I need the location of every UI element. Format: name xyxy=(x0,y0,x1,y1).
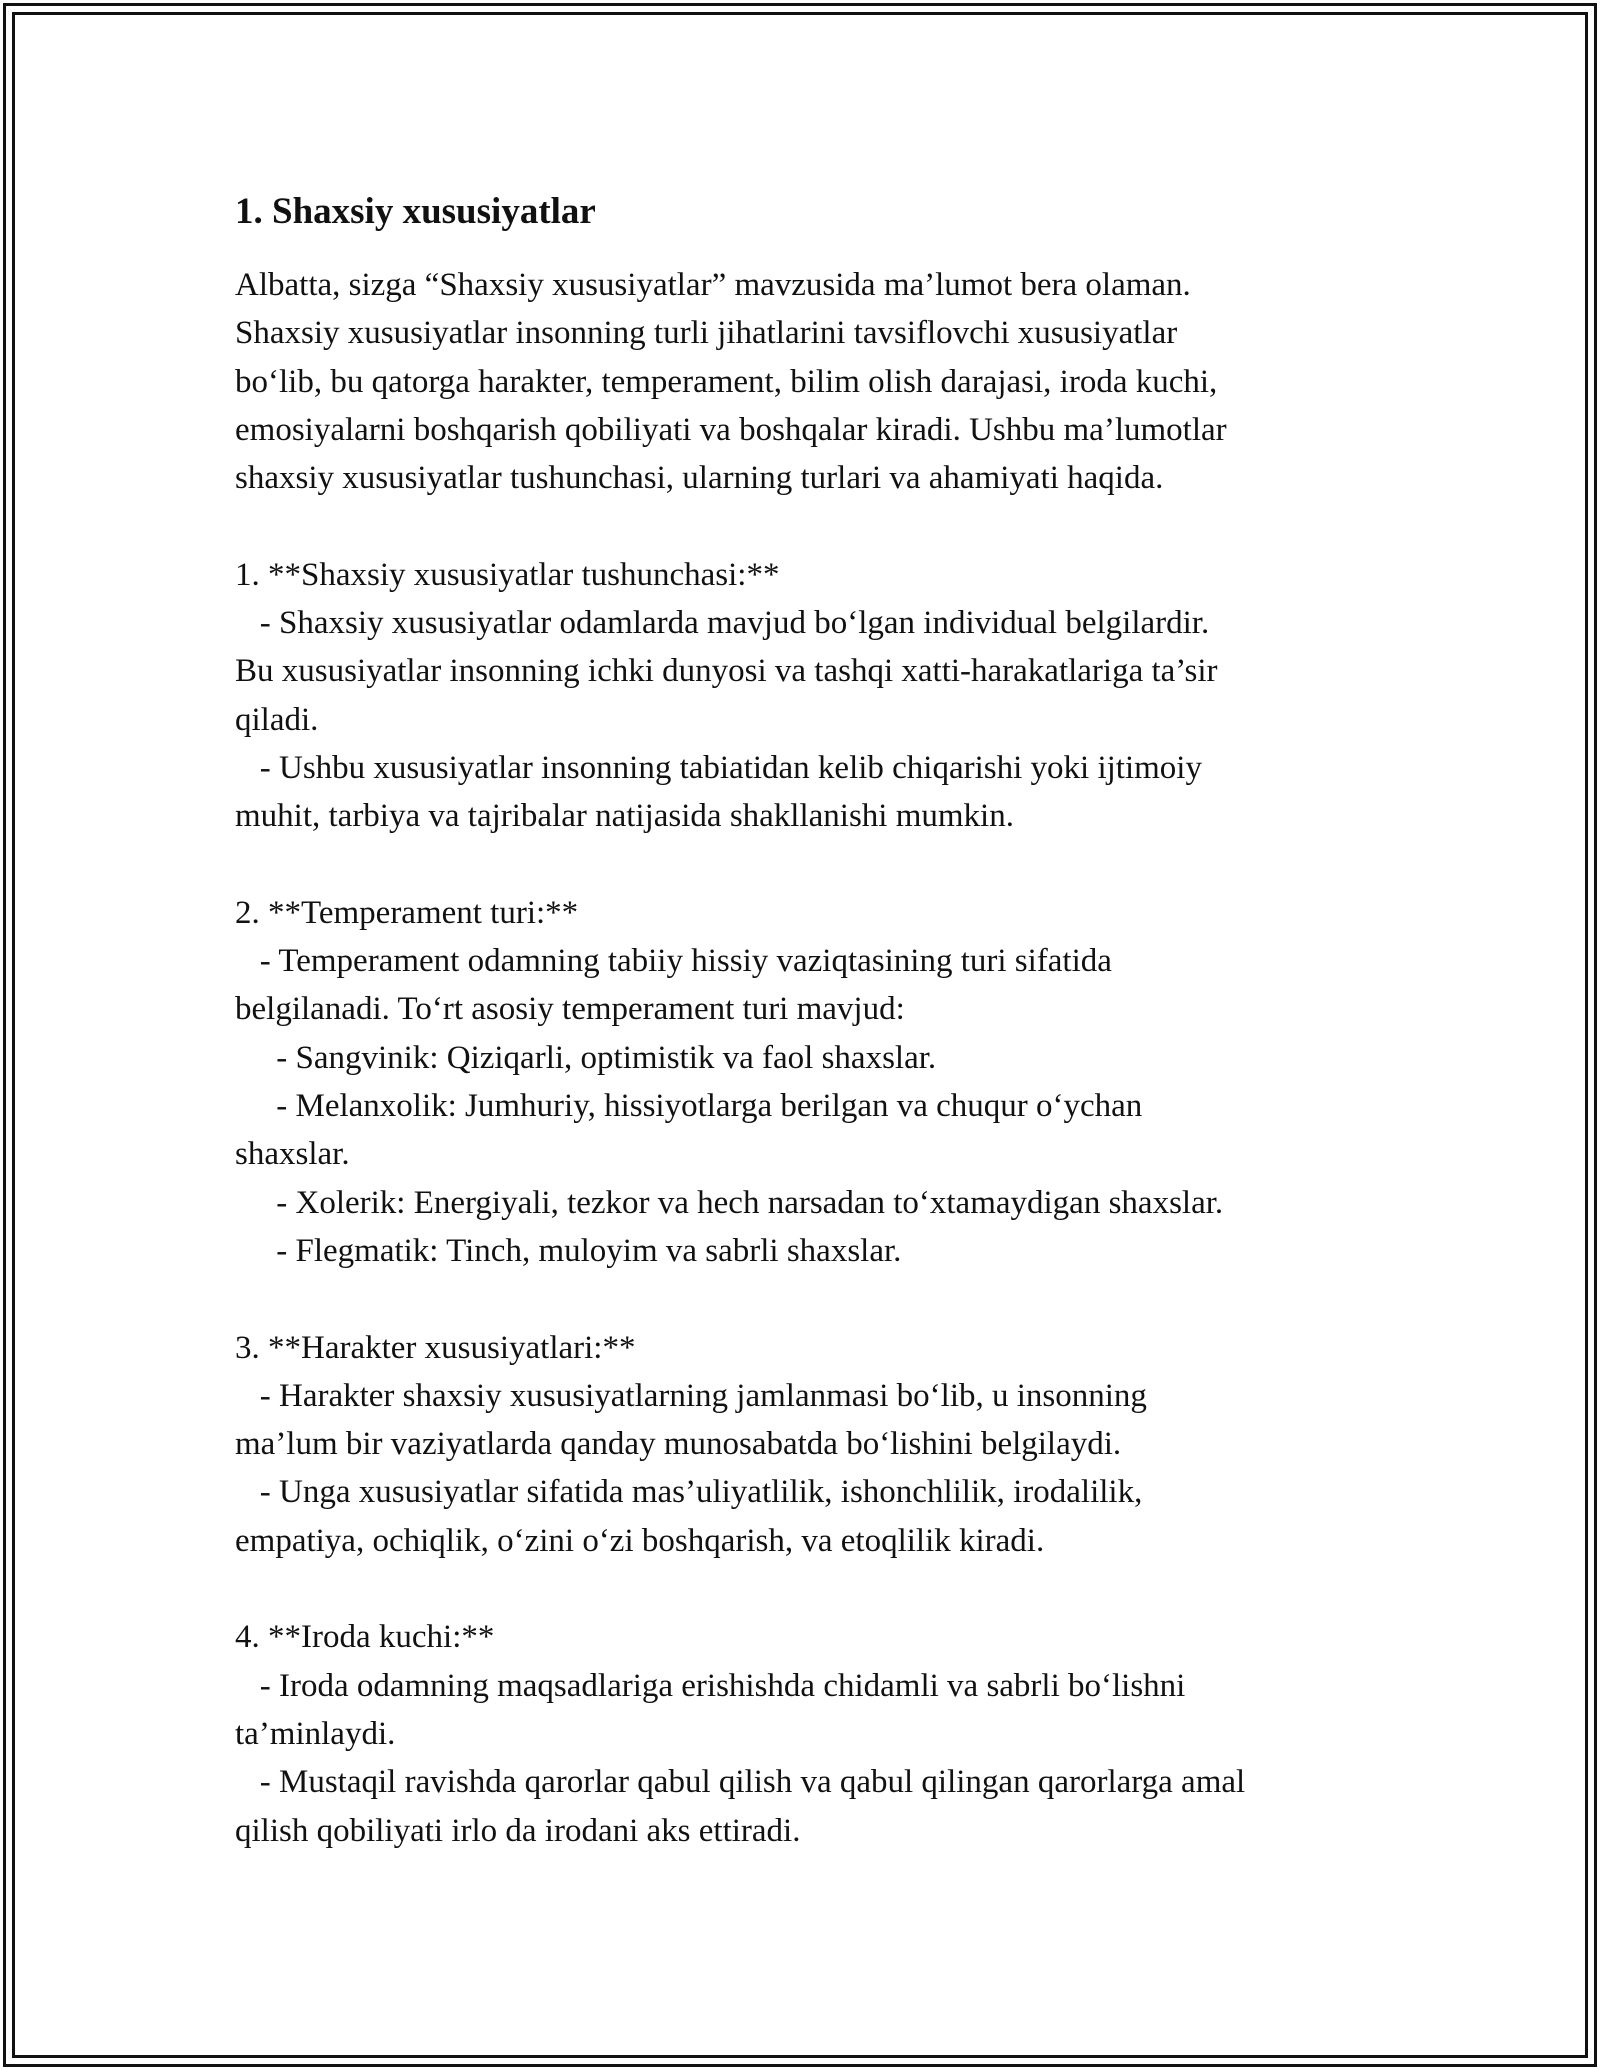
intro-paragraph xyxy=(235,261,1405,502)
text-line: shaxslar. xyxy=(235,1136,350,1173)
document-body xyxy=(235,185,1405,1855)
paragraph-gap xyxy=(235,1275,1405,1323)
section-willpower xyxy=(235,1613,1405,1854)
text-line: Shaxsiy xususiyatlar insonning turli jihatlarini tavsiflovchi xususiyatlar xyxy=(235,315,1178,352)
text-line: - Unga xususiyatlar sifatida mas’uliyatlilik, ishonchlilik, irodalilik, xyxy=(235,1474,1143,1511)
section-character xyxy=(235,1324,1405,1565)
text-line: - Harakter shaxsiy xususiyatlarning jamlanmasi bo‘lib, u insonning xyxy=(235,1377,1147,1414)
paragraph-gap xyxy=(235,841,1405,889)
section-concept xyxy=(235,551,1405,841)
text-line: - Shaxsiy xususiyatlar odamlarda mavjud bo‘lgan individual belgilardir. xyxy=(235,605,1210,642)
text-line: emosiyalarni boshqarish qobiliyati va boshqalar kiradi. Ushbu ma’lumotlar xyxy=(235,411,1227,448)
text-line: ma’lum bir vaziyatlarda qanday munosabatda bo‘lishini belgilaydi. xyxy=(235,1426,1122,1463)
text-line: - Iroda odamning maqsadlariga erishishda chidamli va sabrli bo‘lishni xyxy=(235,1667,1186,1704)
text-line: empatiya, ochiqlik, o‘zini o‘zi boshqarish, va etoqlilik kiradi. xyxy=(235,1522,1045,1559)
text-line: bo‘lib, bu qatorga harakter, temperament, bilim olish darajasi, iroda kuchi, xyxy=(235,363,1218,400)
text-line: - Melanxolik: Jumhuriy, hissiyotlarga berilgan va chuqur o‘ychan xyxy=(235,1088,1143,1125)
text-line: ta’minlaydi. xyxy=(235,1715,396,1752)
text-line: muhit, tarbiya va tajribalar natijasida shakllanishi mumkin. xyxy=(235,798,1014,835)
text-line: Albatta, sizga “Shaxsiy xususiyatlar” mavzusida ma’lumot bera olaman. xyxy=(235,267,1191,303)
text-line: belgilanadi. To‘rt asosiy temperament turi mavjud: xyxy=(235,991,905,1028)
text-line: - Temperament odamning tabiiy hissiy vaziqtasining turi sifatida xyxy=(235,943,1112,980)
text-line: - Ushbu xususiyatlar insonning tabiatidan kelib chiqarishi yoki ijtimoiy xyxy=(235,749,1202,786)
section-heading: 2. **Temperament turi:** xyxy=(235,894,579,931)
text-line: - Mustaqil ravishda qarorlar qabul qilish va qabul qilingan qarorlarga amal xyxy=(235,1764,1246,1801)
text-line: - Xolerik: Energiyali, tezkor va hech narsadan to‘xtamaydigan shaxslar. xyxy=(235,1184,1224,1221)
section-heading: 4. **Iroda kuchi:** xyxy=(235,1619,495,1656)
text-line: - Sangvinik: Qiziqarli, optimistik va faol shaxslar. xyxy=(235,1039,937,1076)
section-temperament xyxy=(235,889,1405,1275)
paragraph-gap xyxy=(235,502,1405,550)
text-line: - Flegmatik: Tinch, muloyim va sabrli shaxslar. xyxy=(235,1232,902,1269)
section-heading: 3. **Harakter xususiyatlari:** xyxy=(235,1329,636,1366)
text-line: qiladi. xyxy=(235,701,319,738)
text-line: qilish qobiliyati irlo da irodani aks ettiradi. xyxy=(235,1812,801,1849)
text-line: shaxsiy xususiyatlar tushunchasi, ularning turlari va ahamiyati haqida. xyxy=(235,460,1164,497)
page-title: 1. Shaxsiy xususiyatlar xyxy=(235,191,596,232)
text-line: Bu xususiyatlar insonning ichki dunyosi va tashqi xatti-harakatlariga ta’sir xyxy=(235,653,1218,690)
paragraph-gap xyxy=(235,1565,1405,1613)
section-heading: 1. **Shaxsiy xususiyatlar tushunchasi:** xyxy=(235,556,780,593)
